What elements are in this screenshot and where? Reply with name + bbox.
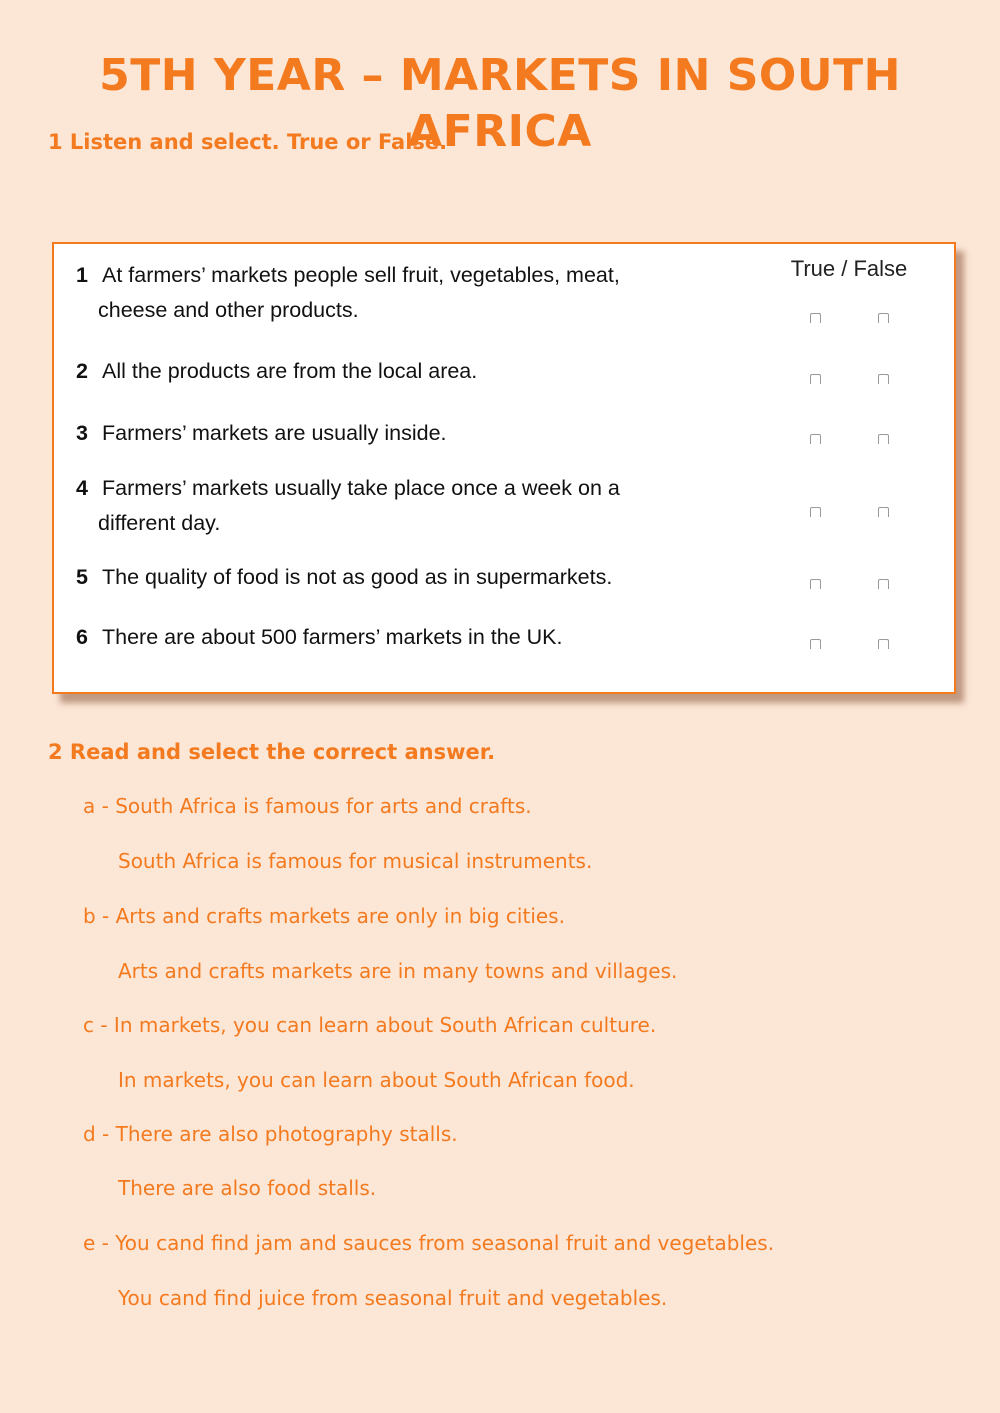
true-false-column-header: True / False xyxy=(790,256,908,281)
statement-text: Farmers’ markets are usually inside. xyxy=(102,421,447,445)
statement-number: 2 xyxy=(76,359,88,383)
statement-text-continued: different day. xyxy=(98,511,221,535)
question-b-option-1[interactable]: b - Arts and crafts markets are only in big cities. xyxy=(83,904,565,928)
statement-6-false-checkbox[interactable] xyxy=(878,639,889,649)
statement-5-false-checkbox[interactable] xyxy=(878,579,889,589)
statement-2-true-checkbox[interactable] xyxy=(810,374,821,384)
statement-text: There are about 500 farmers’ markets in the UK. xyxy=(102,625,563,649)
statement-1-true-checkbox[interactable] xyxy=(810,313,821,323)
statement-number: 6 xyxy=(76,625,88,649)
question-c-option-2[interactable]: In markets, you can learn about South African food. xyxy=(118,1068,635,1092)
statement-3-true-checkbox[interactable] xyxy=(810,434,821,444)
statement-3 xyxy=(76,416,716,451)
statement-6 xyxy=(76,620,716,655)
statement-text: The quality of food is not as good as in supermarkets. xyxy=(102,565,613,589)
statement-number: 5 xyxy=(76,565,88,589)
statement-2 xyxy=(76,354,716,389)
statement-6-true-checkbox[interactable] xyxy=(810,639,821,649)
question-c-option-1[interactable]: c - In markets, you can learn about South African culture. xyxy=(83,1013,657,1037)
question-e-option-2[interactable]: You cand find juice from seasonal fruit and vegetables. xyxy=(118,1286,668,1310)
statement-text: Farmers’ markets usually take place once a week on a xyxy=(102,476,620,500)
page-title: 5TH YEAR – MARKETS IN SOUTH AFRICA xyxy=(99,50,901,157)
statement-number: 4 xyxy=(76,476,88,500)
section-2-heading: 2 Read and select the correct answer. xyxy=(48,740,496,764)
statement-4-false-checkbox[interactable] xyxy=(878,507,889,517)
statement-4 xyxy=(76,471,716,541)
question-b-option-2[interactable]: Arts and crafts markets are in many towns and villages. xyxy=(118,959,678,983)
question-a-option-2[interactable]: South Africa is famous for musical instruments. xyxy=(118,849,593,873)
statement-1 xyxy=(76,258,716,328)
question-e-option-1[interactable]: e - You cand find jam and sauces from seasonal fruit and vegetables. xyxy=(83,1231,775,1255)
statement-number: 1 xyxy=(76,263,88,287)
question-a-option-1[interactable]: a - South Africa is famous for arts and crafts. xyxy=(83,794,532,818)
statement-number: 3 xyxy=(76,421,88,445)
true-false-panel xyxy=(52,242,956,694)
statement-4-true-checkbox[interactable] xyxy=(810,507,821,517)
statement-3-false-checkbox[interactable] xyxy=(878,434,889,444)
statement-1-false-checkbox[interactable] xyxy=(878,313,889,323)
statement-text: At farmers’ markets people sell fruit, vegetables, meat, xyxy=(102,263,620,287)
statement-text-continued: cheese and other products. xyxy=(98,298,359,322)
statement-text: All the products are from the local area. xyxy=(102,359,478,383)
statement-5-true-checkbox[interactable] xyxy=(810,579,821,589)
statement-5 xyxy=(76,560,716,595)
question-d-option-1[interactable]: d - There are also photography stalls. xyxy=(83,1122,458,1146)
section-1-heading: 1 Listen and select. True or False. xyxy=(48,130,448,154)
question-d-option-2[interactable]: There are also food stalls. xyxy=(118,1176,377,1200)
statement-2-false-checkbox[interactable] xyxy=(878,374,889,384)
